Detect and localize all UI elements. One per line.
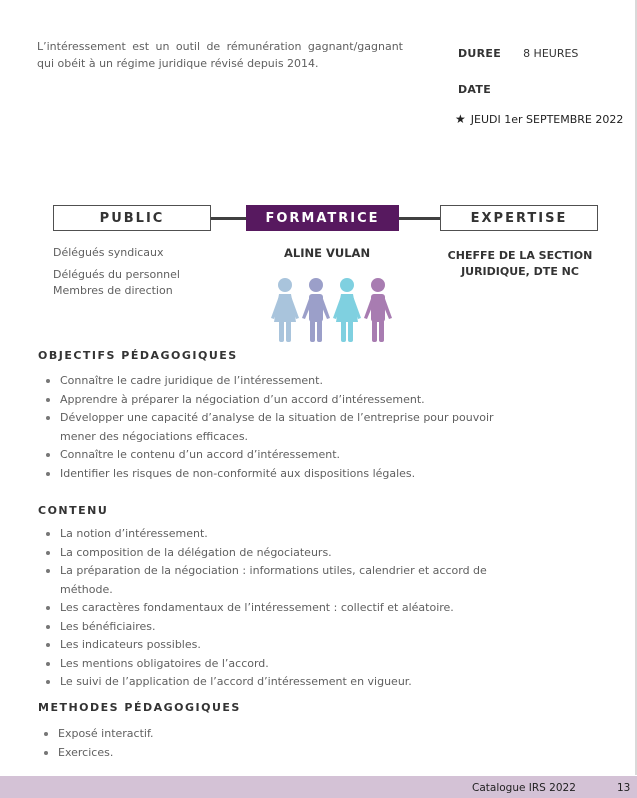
duree-row xyxy=(458,47,578,60)
connector-line-right xyxy=(398,217,441,220)
contenu-title: CONTENU xyxy=(38,504,109,517)
list-item: Apprendre à préparer la négociation d’un accord d’intéressement. xyxy=(46,391,496,410)
expertise-header: EXPERTISE xyxy=(440,205,598,231)
connector-line-left xyxy=(210,217,247,220)
list-item: Le suivi de l’application de l’accord d’intéressement en vigueur. xyxy=(46,673,496,692)
footer-catalogue: Catalogue IRS 2022 xyxy=(472,782,576,794)
people-illustration xyxy=(271,276,395,346)
date-label: DATE xyxy=(458,83,492,96)
date-row xyxy=(455,112,623,126)
person-figure xyxy=(364,278,392,342)
duree-value: 8 HEURES xyxy=(523,47,579,60)
list-item: Exposé interactif. xyxy=(44,725,344,744)
expertise-text xyxy=(440,248,600,280)
public-header: PUBLIC xyxy=(53,205,211,231)
person-figure xyxy=(302,278,330,342)
methodes-list xyxy=(44,725,344,762)
expertise-line: JURIDIQUE, DTE NC xyxy=(461,265,579,278)
formatrice-name: ALINE VULAN xyxy=(284,246,371,260)
objectifs-list xyxy=(46,372,496,483)
public-item: Délégués du personnel xyxy=(53,268,180,281)
methodes-title: METHODES PÉDAGOGIQUES xyxy=(38,701,241,714)
expertise-line: CHEFFE DE LA SECTION xyxy=(447,249,593,262)
list-item: Les mentions obligatoires de l’accord. xyxy=(46,655,496,674)
star-icon: ★ xyxy=(455,112,466,126)
duree-label: DUREE xyxy=(458,47,502,60)
person-figure xyxy=(271,278,299,342)
list-item: Connaître le contenu d’un accord d’intéressement. xyxy=(46,446,496,465)
list-item: La préparation de la négociation : informations utiles, calendrier et accord de méthode. xyxy=(46,562,496,599)
formatrice-header: FORMATRICE xyxy=(246,205,399,231)
contenu-list xyxy=(46,525,496,692)
list-item: La composition de la délégation de négociateurs. xyxy=(46,544,496,563)
objectifs-title: OBJECTIFS PÉDAGOGIQUES xyxy=(38,349,238,362)
public-item: Membres de direction xyxy=(53,284,173,297)
list-item: Les caractères fondamentaux de l’intéressement : collectif et aléatoire. xyxy=(46,599,496,618)
list-item: Exercices. xyxy=(44,744,344,763)
list-item: Connaître le cadre juridique de l’intéressement. xyxy=(46,372,496,391)
person-figure xyxy=(333,278,361,342)
list-item: Les bénéficiaires. xyxy=(46,618,496,637)
list-item: La notion d’intéressement. xyxy=(46,525,496,544)
page-number: 13 xyxy=(617,782,631,794)
list-item: Développer une capacité d’analyse de la situation de l’entreprise pour pouvoir mener des négociations efficaces. xyxy=(46,409,496,446)
list-item: Les indicateurs possibles. xyxy=(46,636,496,655)
intro-paragraph: L’intéressement est un outil de rémunération gagnant/gagnant qui obéit à un régime juridique révisé depuis 2014. xyxy=(37,40,403,70)
public-item: Délégués syndicaux xyxy=(53,246,164,259)
list-item: Identifier les risques de non-conformité aux dispositions légales. xyxy=(46,465,496,484)
page-footer xyxy=(0,776,637,798)
date-value: JEUDI 1er SEPTEMBRE 2022 xyxy=(470,113,624,126)
